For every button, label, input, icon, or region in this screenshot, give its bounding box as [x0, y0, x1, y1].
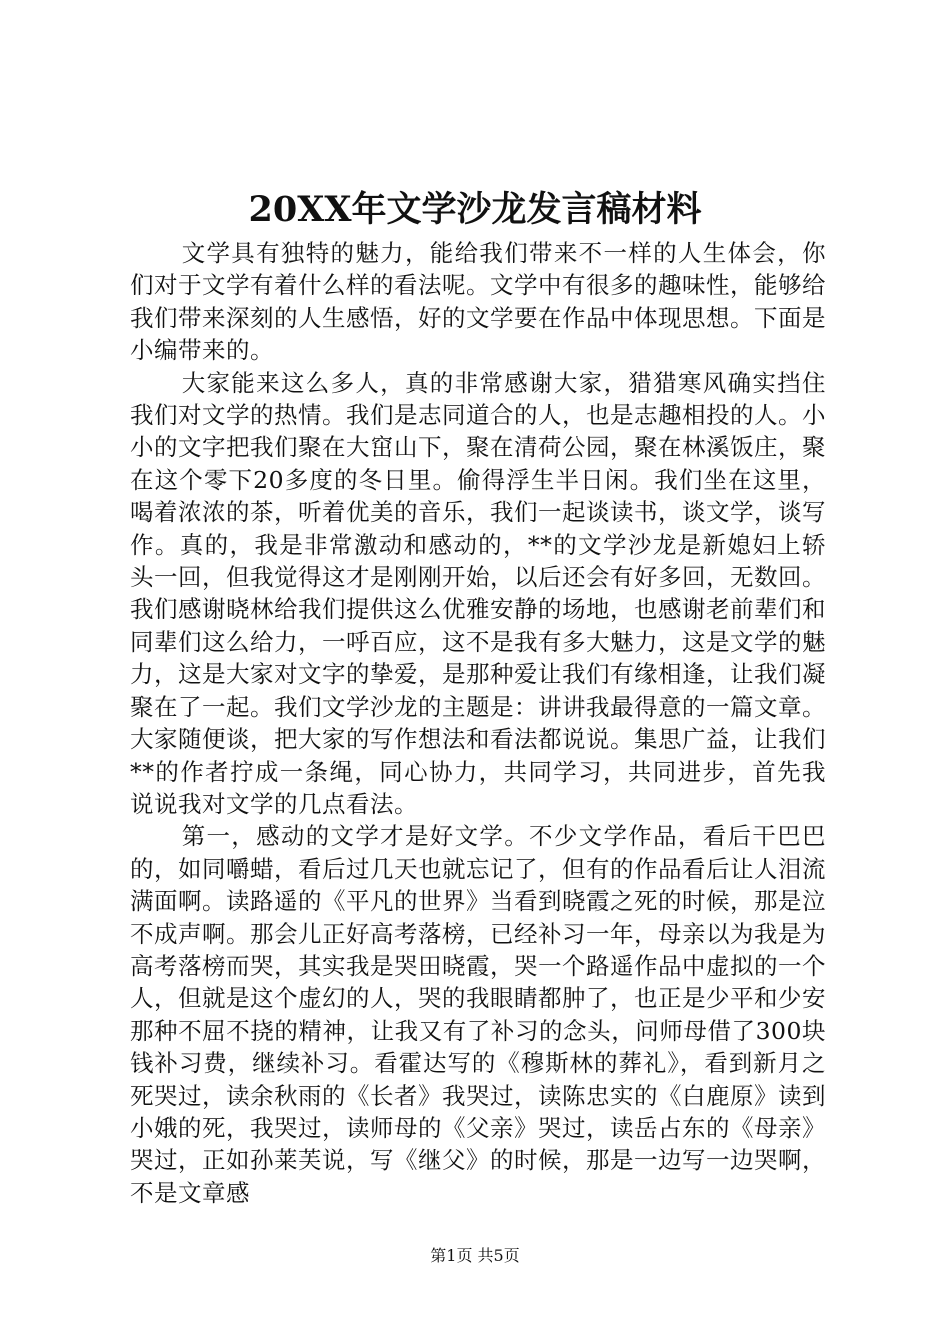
paragraph-welcome: 大家能来这么多人，真的非常感谢大家，猎猎寒风确实挡住我们对文学的热情。我们是志同道合的人，也是志趣相投的人。小小的文字把我们聚在大窋山下，聚在清荷公园，聚在林溪饭庄，聚在这个零下20多度的冬日里。偷得浮生半日闲。我们坐在这里，喝着浓浓的茶，听着优美的音乐，我们一起谈读书，谈文学，谈写作。真的，我是非常激动和感动的，**的文学沙龙是新媳妇上轿头一回，但我觉得这才是刚刚开始，以后还会有好多回，无数回。我们感谢晓林给我们提供这么优雅安静的场地，也感谢老前辈们和同辈们这么给力，一呼百应，这不是我有多大魅力，这是文学的魅力，这是大家对文字的挚爱，是那种爱让我们有缘相逢，让我们凝聚在了一起。我们文学沙龙的主题是：讲讲我最得意的一篇文章。大家随便谈，把大家的写作想法和看法都说说。集思广益，让我们**的作者拧成一条绳，同心协力，共同学习，共同进步，首先我说说我对文学的几点看法。 — [130, 368, 826, 818]
page-number-footer: 第1页 共5页 — [430, 1246, 520, 1265]
paragraph-point-one: 第一，感动的文学才是好文学。不少文学作品，看后干巴巴的，如同嚼蜡，看后过几天也就忘记了，但有的作品看后让人泪流满面啊。读路遥的《平凡的世界》当看到晓霞之死的时候，那是泣不成声啊。那会儿正好高考落榜，已经补习一年，母亲以为我是为高考落榜而哭，其实我是哭田晓霞，哭一个路遥作品中虚拟的一个人，但就是这个虚幻的人，哭的我眼睛都肿了，也正是少平和少安那种不屈不挠的精神，让我又有了补习的念头，问师母借了300块钱补习费，继续补习。看霍达写的《穆斯林的葬礼》，看到新月之死哭过，读余秋雨的《长者》我哭过，读陈忠实的《白鹿原》读到小娥的死，我哭过，读师母的《父亲》哭过，读岳占东的《母亲》哭过，正如孙莱芙说，写《继父》的时候，那是一边写一边哭啊，不是文章感 — [130, 822, 826, 1207]
paragraph-intro: 文学具有独特的魅力，能给我们带来不一样的人生体会，你们对于文学有着什么样的看法呢。文学中有很多的趣味性，能够给我们带来深刻的人生感悟，好的文学要在作品中体现思想。下面是小编带来的。 — [130, 239, 826, 365]
document-title: 20XX年文学沙龙发言稿材料 — [248, 189, 702, 230]
document-body — [130, 237, 826, 1209]
